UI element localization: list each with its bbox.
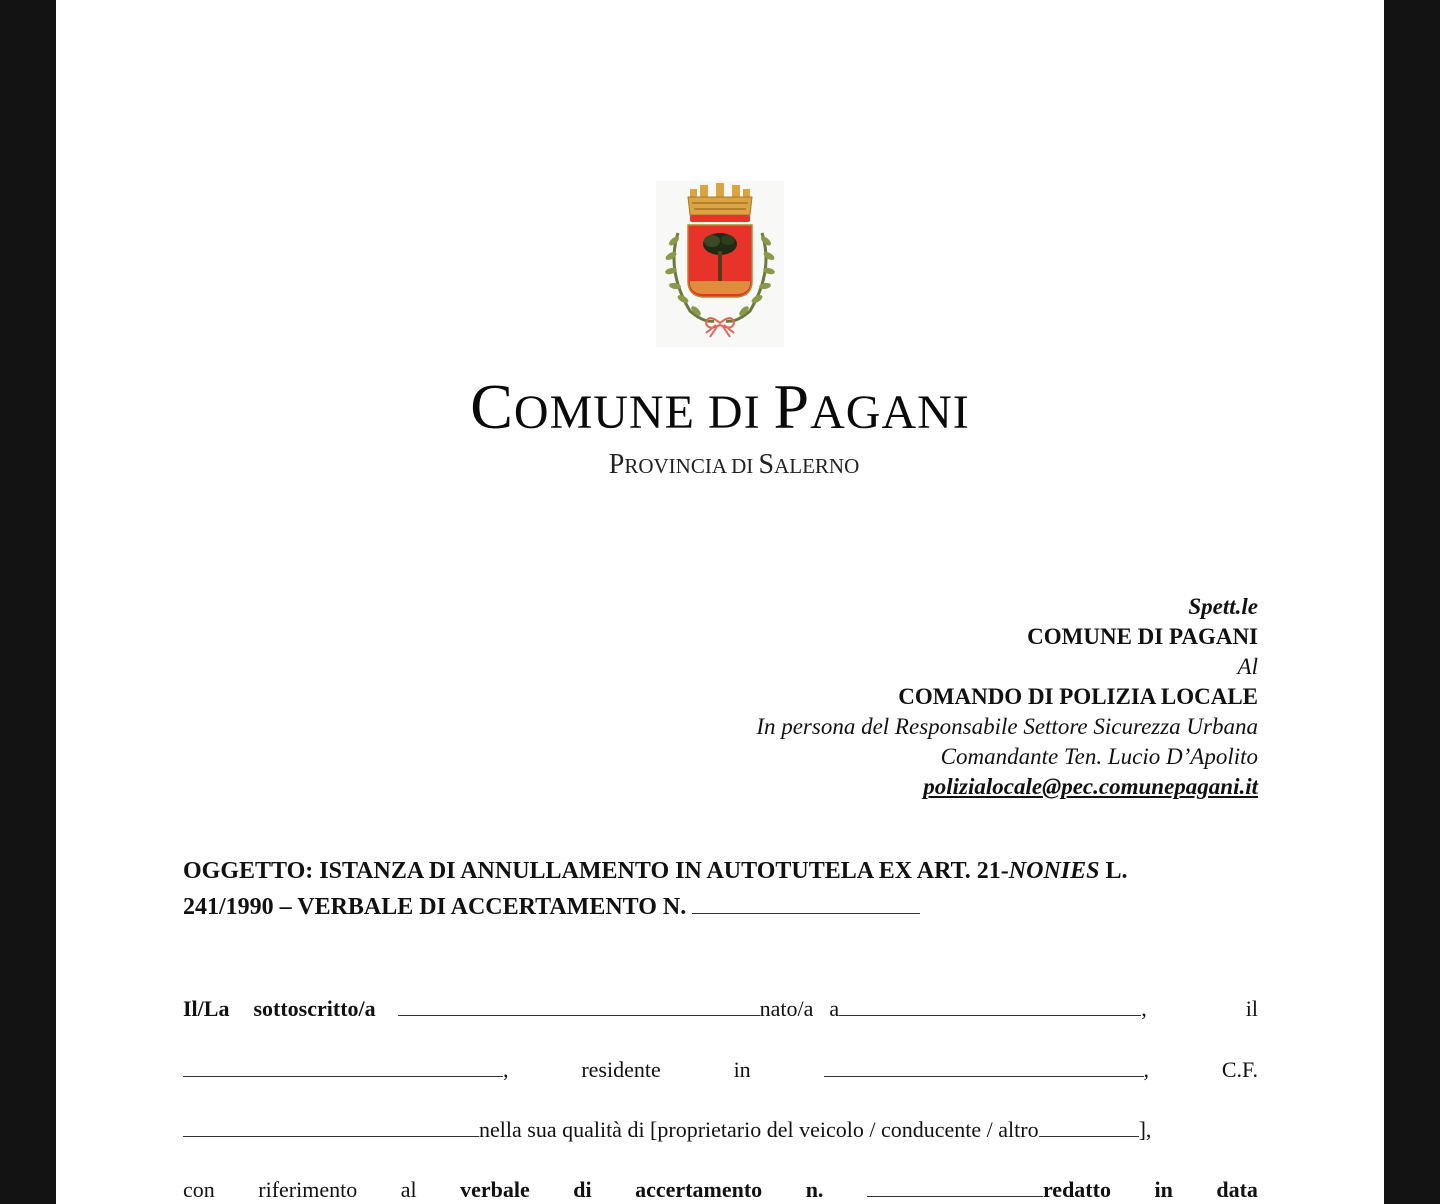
- text: residente: [581, 1057, 661, 1082]
- page-title: COMUNE DI PAGANI: [470, 371, 970, 442]
- body-line-2: [183, 1057, 1258, 1087]
- text: C.F.: [1221, 1057, 1258, 1082]
- body-line-4: [183, 1177, 1258, 1204]
- verbale-ref-blank[interactable]: [867, 1179, 1043, 1197]
- coat-of-arms-icon: [656, 181, 784, 347]
- recipient-department: COMANDO DI POLIZIA LOCALE: [898, 684, 1258, 709]
- text: con: [183, 1177, 215, 1202]
- text: nato/a: [759, 996, 814, 1021]
- text: ,: [503, 1057, 509, 1082]
- recipient-email-link[interactable]: polizialocale@pec.comunepagani.it: [923, 774, 1258, 799]
- fiscal-code-blank[interactable]: [183, 1119, 479, 1137]
- text: il: [1245, 996, 1258, 1021]
- residence-blank[interactable]: [824, 1059, 1144, 1077]
- text: al: [400, 1177, 417, 1202]
- birthdate-blank[interactable]: [183, 1059, 503, 1077]
- text: riferimento: [258, 1177, 358, 1202]
- text: redatto: [1042, 1177, 1111, 1202]
- subject-line2: 241/1990 – VERBALE DI ACCERTAMENTO N.: [183, 889, 1263, 925]
- text: in: [1154, 1177, 1173, 1202]
- text: ],: [1138, 1117, 1152, 1142]
- name-blank[interactable]: [398, 998, 760, 1016]
- birthplace-blank[interactable]: [839, 998, 1141, 1016]
- text: nella sua qualità di [proprietario del veicolo / conducente / altro: [479, 1117, 1039, 1142]
- body-line-3: [183, 1117, 1258, 1147]
- subject-line1: OGGETTO: ISTANZA DI ANNULLAMENTO IN AUTOTUTELA EX ART. 21-NONIES L.: [183, 858, 1128, 884]
- text: data: [1216, 1177, 1258, 1202]
- text: a: [829, 996, 840, 1021]
- text: Il/La: [183, 996, 230, 1021]
- other-role-blank[interactable]: [1039, 1119, 1139, 1137]
- recipient-person-line1: In persona del Responsabile Settore Sicurezza Urbana: [756, 714, 1258, 739]
- text: ,: [1141, 996, 1147, 1021]
- text: accertamento: [635, 1177, 763, 1202]
- recipient-to: Al: [1237, 654, 1258, 679]
- text: ,: [1143, 1057, 1150, 1082]
- text: di: [573, 1177, 592, 1202]
- text: sottoscritto/a: [253, 996, 376, 1021]
- recipient-salutation: Spett.le: [1188, 594, 1258, 619]
- text: verbale: [460, 1177, 530, 1202]
- text: n.: [805, 1177, 824, 1202]
- recipient-person-line2: Comandante Ten. Lucio D’Apolito: [940, 744, 1258, 769]
- body-line-1: [183, 996, 1258, 1026]
- subject-heading: [183, 853, 1263, 925]
- document-page: [56, 0, 1384, 1204]
- recipient-entity: COMUNE DI PAGANI: [1027, 624, 1258, 649]
- page-subtitle: PROVINCIA DI SALERNO: [608, 449, 860, 480]
- text: in: [733, 1057, 751, 1082]
- verbale-number-blank[interactable]: [692, 896, 920, 914]
